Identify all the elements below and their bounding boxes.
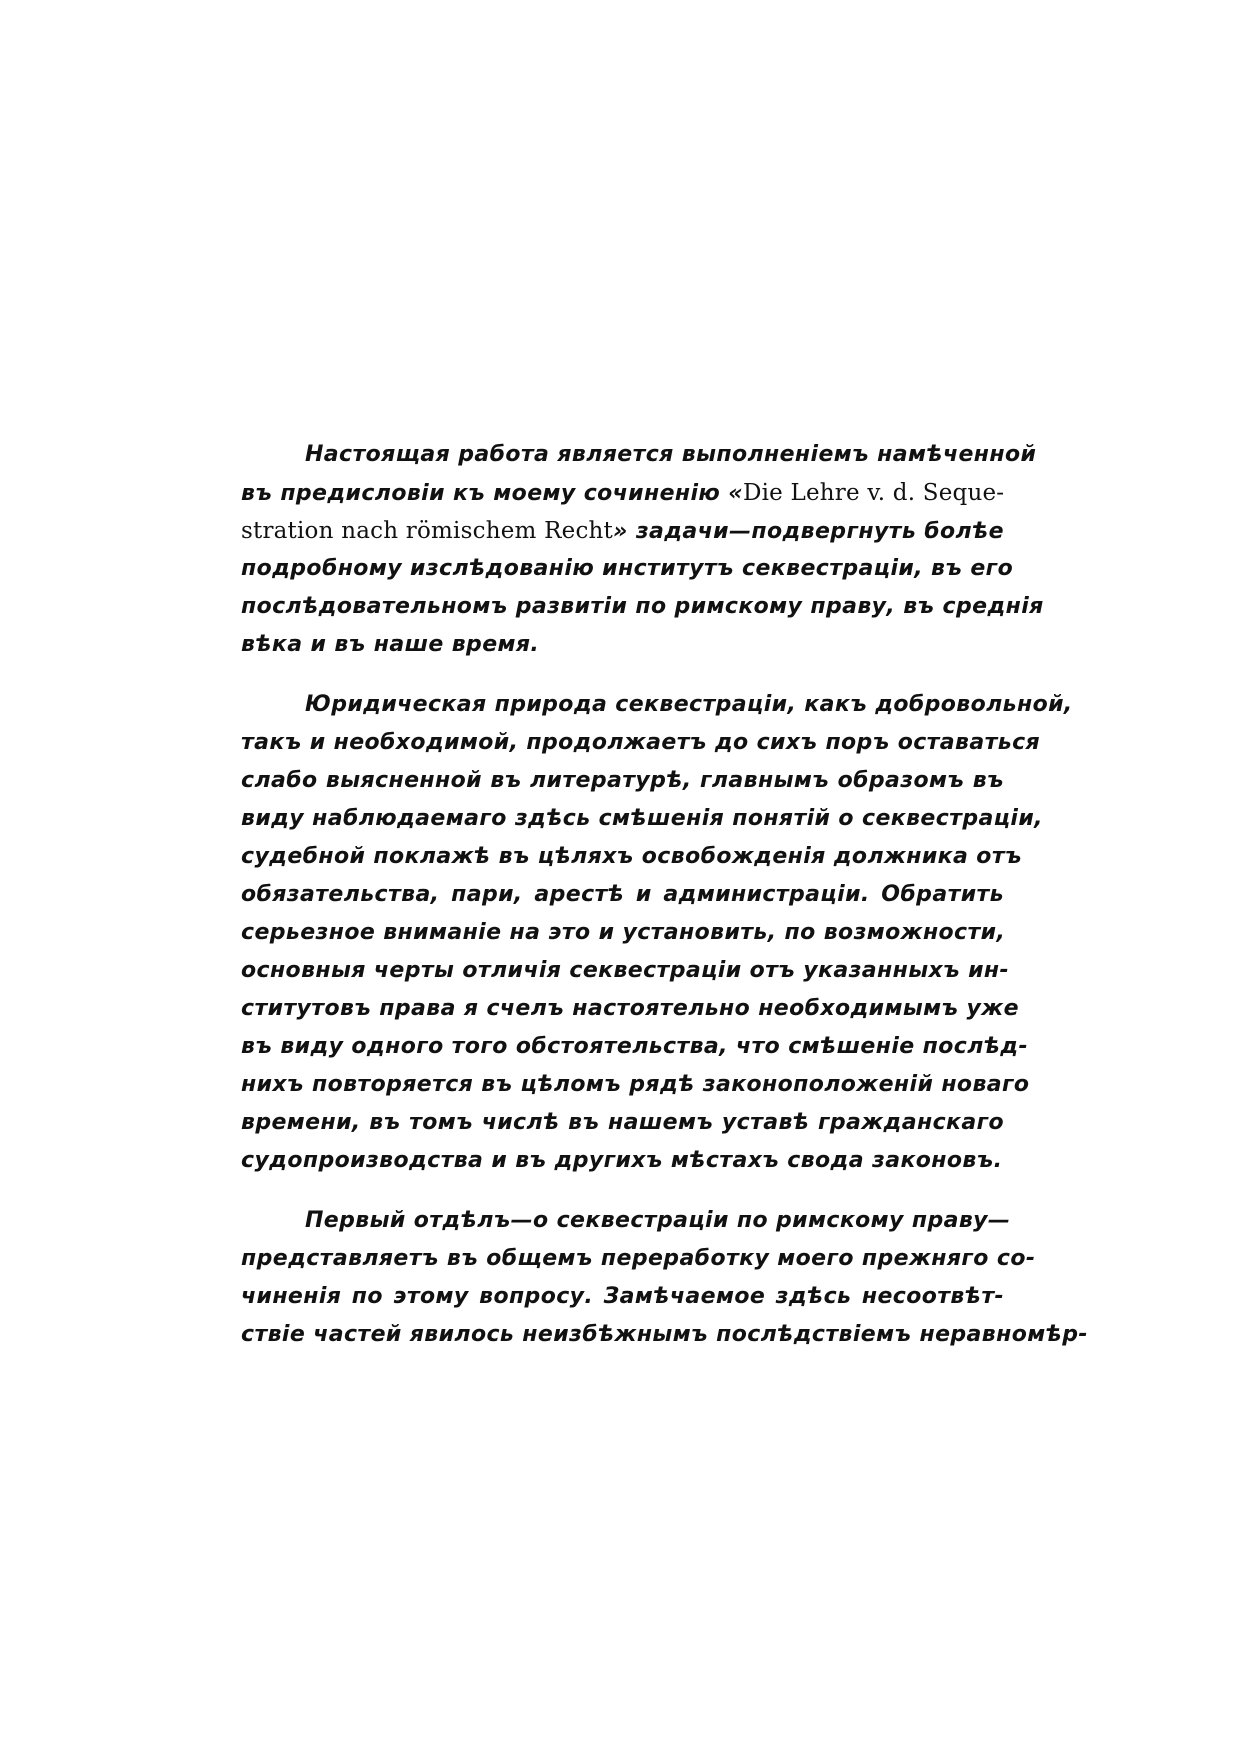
text-segment: нихъ повторяется въ цѣломъ рядѣ законоположеній новаго xyxy=(241,1072,1030,1097)
text-segment: въ виду одного того обстоятельства, что смѣшеніе послѣд- xyxy=(241,1034,1028,1059)
text-segment: основныя черты отличія секвестраціи отъ указанныхъ ин- xyxy=(241,958,1010,983)
text-line xyxy=(241,1066,1030,1104)
text-segment: вѣка и въ наше время. xyxy=(241,632,540,657)
body-text xyxy=(241,436,1088,1376)
text-line xyxy=(241,550,1014,588)
text-segment: чиненія по этому вопросу. Замѣчаемое здѣсь несоотвѣт- xyxy=(241,1284,1004,1309)
paragraph xyxy=(241,1202,1088,1354)
text-segment: такъ и необходимой, продолжаетъ до сихъ поръ оставаться xyxy=(241,730,1041,755)
paragraph xyxy=(241,436,1044,664)
text-line xyxy=(241,1104,1004,1142)
text-line xyxy=(241,1142,1004,1180)
text-line xyxy=(241,626,1004,664)
text-line xyxy=(241,762,1004,800)
text-line xyxy=(241,914,1004,952)
text-segment: серьезное вниманіе на это и установить, по возможности, xyxy=(241,920,1006,945)
text-line xyxy=(241,838,1022,876)
text-line xyxy=(241,686,1073,724)
text-segment: судебной поклажѣ въ цѣляхъ освобожденія должника отъ xyxy=(241,844,1022,869)
text-line xyxy=(241,1202,1011,1240)
text-segment: ствіе частей явилось неизбѣжнымъ послѣдствіемъ неравномѣр- xyxy=(241,1322,1088,1347)
text-segment: » задачи—подвергнуть болѣе xyxy=(612,519,1004,544)
text-segment: обязательства, пари, арестѣ и администраціи. Обратить xyxy=(241,882,1004,907)
text-segment: въ предисловіи къ моему сочиненію « xyxy=(241,481,743,506)
latin-title-segment: stration nach römischem Recht xyxy=(241,518,613,544)
text-segment: виду наблюдаемаго здѣсь смѣшенія понятій о секвестраціи, xyxy=(241,806,1043,831)
text-segment: Настоящая работа является выполненіемъ намѣченной xyxy=(305,442,1037,467)
text-line xyxy=(241,512,1004,550)
text-segment: послѣдовательномъ развитіи по римскому праву, въ среднія xyxy=(241,594,1044,619)
text-line xyxy=(241,1316,1088,1354)
text-segment: Первый отдѣлъ—о секвестраціи по римскому праву— xyxy=(305,1208,1011,1233)
text-segment: Юридическая природа секвестраціи, какъ добровольной, xyxy=(305,692,1073,717)
text-segment: ститутовъ права я счелъ настоятельно необходимымъ уже xyxy=(241,996,1019,1021)
paragraph xyxy=(241,686,1073,1180)
text-line xyxy=(241,1278,1004,1316)
text-line xyxy=(241,724,1041,762)
text-segment: судопроизводства и въ другихъ мѣстахъ свода законовъ. xyxy=(241,1148,1003,1173)
text-line xyxy=(241,474,1004,512)
text-line xyxy=(241,588,1044,626)
text-segment: представляетъ въ общемъ переработку моего прежняго со- xyxy=(241,1246,1036,1271)
text-line xyxy=(241,952,1010,990)
text-line xyxy=(241,1028,1028,1066)
text-segment: подробному изслѣдованію институтъ секвестраціи, въ его xyxy=(241,556,1014,581)
text-segment: слабо выясненной въ литературѣ, главнымъ образомъ въ xyxy=(241,768,1004,793)
text-line xyxy=(241,800,1043,838)
text-line xyxy=(241,436,1037,474)
text-line xyxy=(241,1240,1036,1278)
text-segment: времени, въ томъ числѣ въ нашемъ уставѣ гражданскаго xyxy=(241,1110,1004,1135)
latin-title-segment: Die Lehre v. d. Seque- xyxy=(742,480,1005,506)
text-line xyxy=(241,990,1019,1028)
text-line xyxy=(241,876,1004,914)
